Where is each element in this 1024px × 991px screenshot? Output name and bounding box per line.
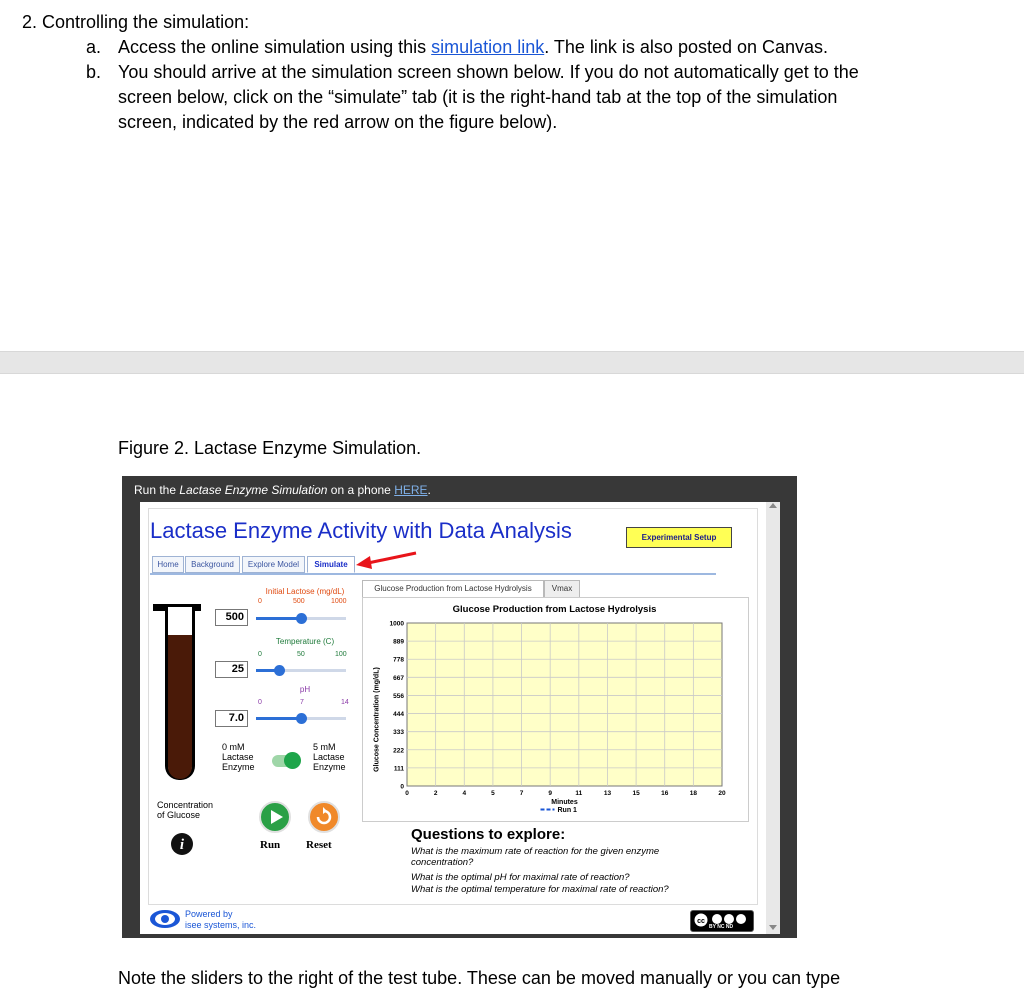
y-tick-label: 333: [393, 729, 404, 737]
reset-icon[interactable]: [308, 801, 340, 833]
y-tick-label: 0: [400, 783, 404, 791]
plot-area: [407, 623, 722, 786]
test-tube-liquid: [168, 635, 192, 779]
y-tick-label: 222: [393, 747, 404, 755]
list-item-2: 2. Controlling the simulation:: [22, 12, 250, 32]
temperature-slider-knob[interactable]: [274, 665, 285, 676]
x-tick-label: 20: [718, 790, 726, 797]
y-tick-label: 889: [393, 638, 404, 646]
scroll-down-arrow-icon[interactable]: [769, 925, 777, 930]
lactose-tick-mid: 500: [293, 598, 305, 605]
figure-caption: Figure 2. Lactase Enzyme Simulation.: [118, 438, 422, 458]
chart-ylabel-wrap: [366, 667, 381, 772]
powered-by: Powered by isee systems, inc.: [185, 909, 257, 930]
temperature-label: Temperature (C): [275, 637, 335, 646]
info-icon[interactable]: [170, 832, 194, 856]
lactose-slider-fill: [256, 617, 301, 620]
y-tick-label: 1000: [389, 620, 404, 628]
chart-tab-vmax[interactable]: Vmax: [544, 580, 580, 598]
lactose-tick-min: 0: [258, 598, 262, 605]
question-line-2: concentration?: [411, 857, 474, 868]
ph-slider-knob[interactable]: [296, 713, 307, 724]
x-tick-label: 16: [661, 790, 669, 797]
ph-label: pH: [299, 685, 311, 694]
paragraph-b-line3: screen, indicated by the red arrow on the figure below).: [118, 112, 558, 132]
ph-slider-fill: [256, 717, 301, 720]
ph-tick-mid: 7: [300, 699, 304, 706]
red-arrow-icon: [354, 550, 420, 572]
here-link[interactable]: HERE: [394, 483, 428, 497]
tab-explore-model[interactable]: Explore Model: [242, 556, 305, 573]
chart-ylabel: Glucose Concentration (mg/dL): [373, 667, 381, 772]
reset-button-label[interactable]: Reset: [306, 839, 332, 851]
list-marker-a: a.: [86, 37, 102, 57]
y-tick-label: 667: [393, 674, 404, 682]
x-tick-label: 2: [433, 790, 438, 797]
paragraph-partial: Note the sliders to the right of the test tube. These can be moved manually or you can type: [118, 968, 841, 988]
tab-background[interactable]: Background: [185, 556, 240, 573]
enzyme-min-label: 0 mM Lactase Enzyme: [222, 742, 255, 772]
x-tick-label: 5: [491, 790, 495, 797]
run-button-label[interactable]: Run: [260, 839, 281, 851]
scroll-up-arrow-icon[interactable]: [769, 503, 777, 508]
x-tick-label: 18: [689, 790, 697, 797]
tab-home[interactable]: Home: [152, 556, 184, 573]
paragraph-b-line2: screen below, click on the “simulate” tab (it is the right-hand tab at the top of the simulation: [118, 87, 838, 107]
enzyme-max-label: 5 mM Lactase Enzyme: [313, 742, 346, 772]
temperature-input[interactable]: 25: [215, 661, 248, 678]
chart-tab-glucose[interactable]: Glucose Production from Lactose Hydrolysis: [362, 580, 544, 598]
tab-simulate[interactable]: Simulate: [307, 556, 355, 573]
scrollbar[interactable]: [766, 502, 780, 934]
temperature-slider-track[interactable]: [256, 669, 346, 672]
ph-tick-min: 0: [258, 699, 262, 706]
ph-tick-max: 14: [341, 699, 349, 706]
lactose-label: Initial Lactose (mg/dL): [265, 587, 345, 596]
experimental-setup-button[interactable]: Experimental Setup: [626, 527, 732, 548]
question-line-4: What is the optimal temperature for maximal rate of reaction?: [411, 884, 669, 895]
temperature-tick-min: 0: [258, 651, 262, 658]
y-tick-label: 444: [393, 711, 404, 719]
temperature-tick-max: 100: [335, 651, 347, 658]
isee-eye-logo-icon: [148, 908, 182, 930]
questions-heading: Questions to explore:: [411, 826, 566, 843]
svg-text:i: i: [179, 837, 185, 853]
creative-commons-badge: [690, 910, 754, 932]
list-marker-b: b.: [86, 62, 102, 82]
paragraph-a: Access the online simulation using this simulation link. The link is also posted on Canvas.: [118, 37, 829, 57]
x-tick-label: 0: [405, 790, 409, 797]
x-tick-label: 11: [575, 790, 583, 797]
y-tick-label: 778: [393, 656, 404, 664]
lactose-slider-knob[interactable]: [296, 613, 307, 624]
enzyme-toggle-knob[interactable]: [284, 752, 301, 769]
y-tick-label: 556: [393, 692, 404, 700]
ph-input[interactable]: 7.0: [215, 710, 248, 727]
chart-plot: [380, 615, 740, 817]
temperature-tick-mid: 50: [297, 651, 305, 658]
x-tick-label: 15: [632, 790, 640, 797]
simulation-title: Lactase Enzyme Activity with Data Analysis: [150, 518, 572, 543]
legend-run-1-label: Run 1: [557, 807, 577, 814]
simulation-link[interactable]: simulation link: [431, 37, 545, 57]
lactose-input[interactable]: 500: [215, 609, 248, 626]
chart-xlabel: Minutes: [551, 799, 578, 806]
cc-license-text: BY NC ND: [709, 924, 734, 930]
x-tick-label: 4: [462, 790, 467, 797]
y-tick-label: 111: [393, 765, 404, 773]
svg-text:cc: cc: [697, 918, 705, 925]
x-tick-label: 9: [548, 790, 552, 797]
paragraph-b-line1: You should arrive at the simulation screen shown below. If you do not automatically get to the: [118, 62, 859, 82]
question-line-1: What is the maximum rate of reaction for the given enzyme: [411, 846, 660, 857]
chart-title: Glucose Production from Lactose Hydrolysis: [452, 604, 657, 615]
page-break-band: [0, 351, 1024, 374]
concentration-of-glucose-label: Concentration of Glucose: [157, 800, 214, 820]
run-on-phone-line: Run the Lactase Enzyme Simulation on a phone HERE.: [134, 483, 431, 497]
x-tick-label: 7: [519, 790, 524, 797]
x-tick-label: 13: [603, 790, 612, 797]
lactose-tick-max: 1000: [331, 598, 347, 605]
run-play-icon[interactable]: [259, 801, 291, 833]
question-line-3: What is the optimal pH for maximal rate of reaction?: [411, 872, 630, 883]
